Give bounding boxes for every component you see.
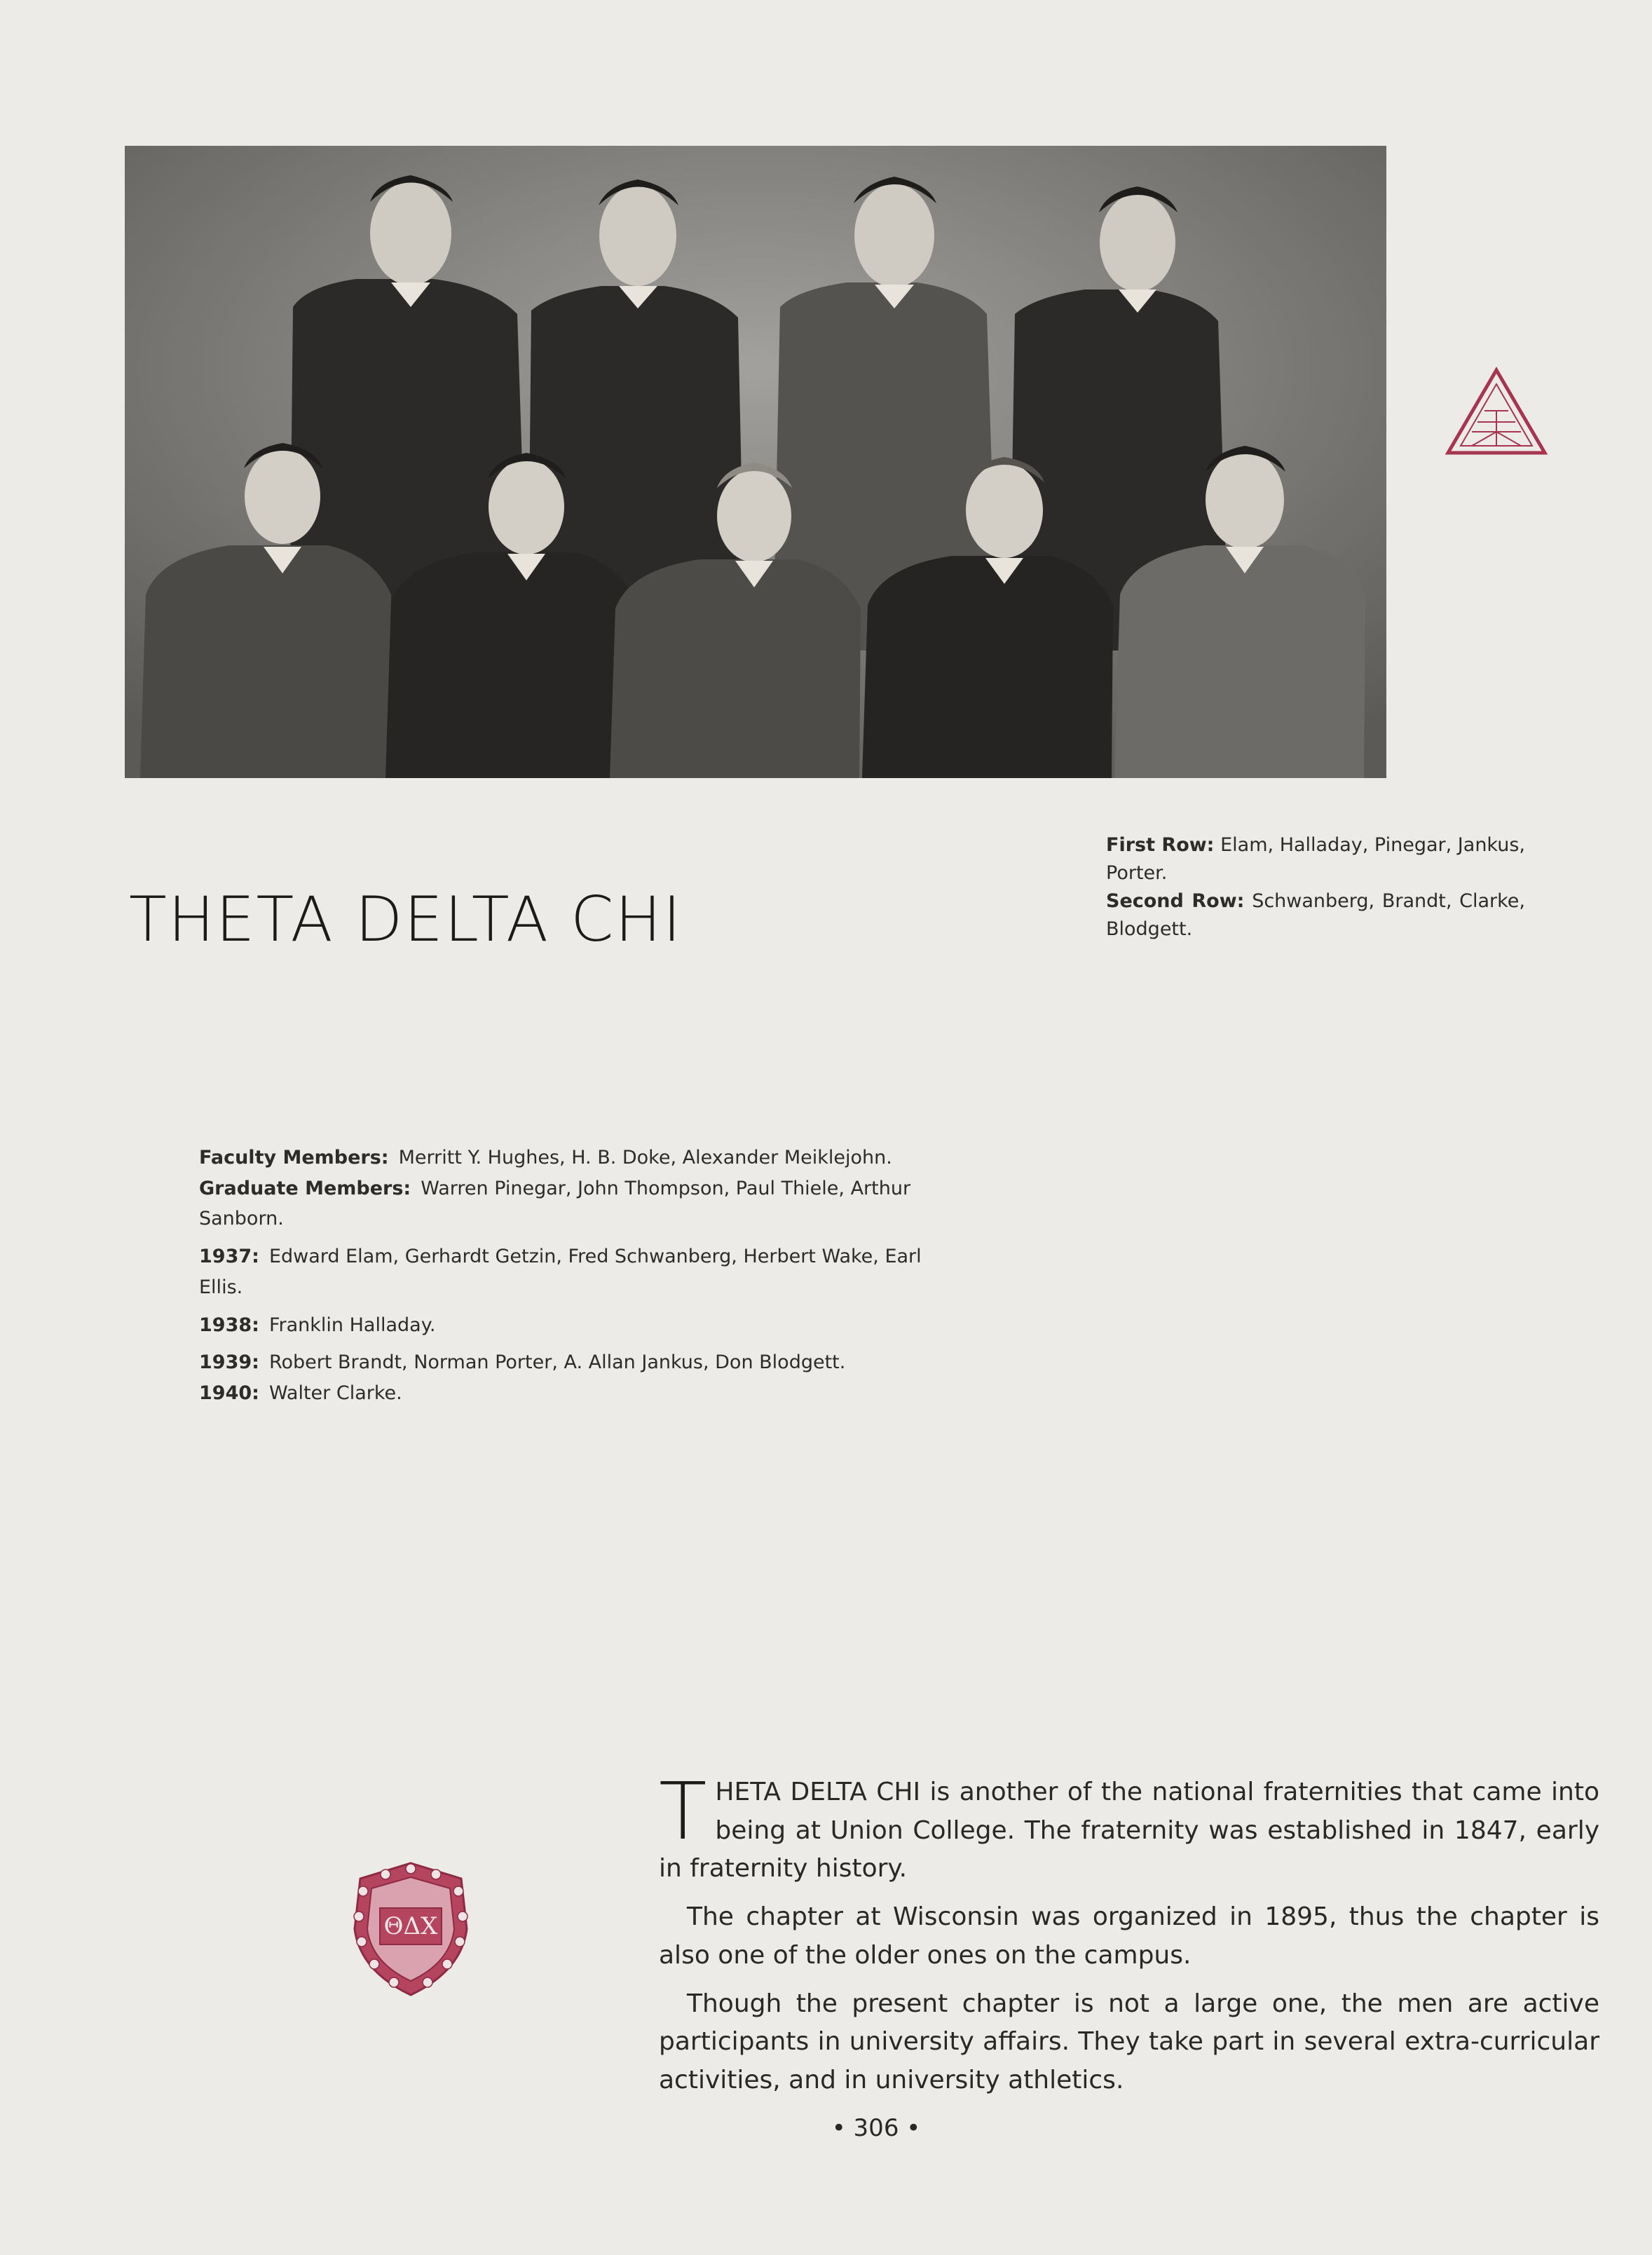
class-1937-label: 1937: bbox=[199, 1246, 259, 1268]
body-paragraph-3: Though the present chapter is not a large one, the men are active participants in university affairs. They take part in several extra-curricular activities, and in university athletics. bbox=[659, 1989, 1599, 2095]
caption-second-row bbox=[1106, 887, 1525, 943]
faculty-names: Merritt Y. Hughes, H. B. Doke, Alexander Meiklejohn. bbox=[398, 1147, 892, 1169]
caption-first-row bbox=[1106, 831, 1525, 887]
crest-letters: ΘΔΧ bbox=[383, 1912, 438, 1940]
graduate-names: Warren Pinegar, John Thompson, Paul Thiele, Arthur Sanborn. bbox=[199, 1177, 911, 1230]
page-number: • 306 • bbox=[831, 2114, 921, 2142]
member-list bbox=[199, 1143, 970, 1416]
class-1940-names: Walter Clarke. bbox=[268, 1382, 402, 1405]
body-paragraph-2: The chapter at Wisconsin was organized in 1895, thus the chapter is also one of the older ones on the campus. bbox=[659, 1902, 1599, 1970]
faculty-and-graduate-members bbox=[199, 1143, 970, 1234]
page-title: THETA DELTA CHI bbox=[129, 883, 683, 955]
body-paragraph-1-text: HETA DELTA CHI is another of the national fraternities that came into being at Union College. The fraternity was established in 1847, early in fraternity history. bbox=[659, 1778, 1599, 1883]
class-1938-names: Franklin Halladay. bbox=[268, 1314, 436, 1336]
first-row-names: Elam, Halladay, Pinegar, Jankus, Porter. bbox=[1106, 834, 1525, 884]
class-1938 bbox=[199, 1310, 970, 1341]
class-1938-label: 1938: bbox=[199, 1314, 259, 1336]
drop-cap: T bbox=[659, 1766, 707, 1858]
class-1937 bbox=[199, 1241, 970, 1302]
class-1940-label: 1940: bbox=[199, 1382, 259, 1405]
fraternity-crest-icon bbox=[349, 1859, 472, 1999]
class-1937-names: Edward Elam, Gerhardt Getzin, Fred Schwanberg, Herbert Wake, Earl Ellis. bbox=[199, 1246, 922, 1298]
class-1939-label: 1939: bbox=[199, 1351, 259, 1374]
faculty-label: Faculty Members: bbox=[199, 1147, 389, 1169]
group-photo bbox=[125, 146, 1386, 778]
graduate-label: Graduate Members: bbox=[199, 1177, 411, 1199]
group-photo-illustration bbox=[125, 146, 1386, 778]
first-row-label: First Row: bbox=[1106, 834, 1215, 856]
second-row-names: Schwanberg, Brandt, Clarke, Blodgett. bbox=[1106, 890, 1525, 940]
class-1939-names: Robert Brandt, Norman Porter, A. Allan Jankus, Don Blodgett. bbox=[268, 1351, 846, 1374]
body-text bbox=[659, 1766, 1599, 2110]
fraternity-triangle-badge-icon bbox=[1444, 366, 1549, 457]
class-1939-1940 bbox=[199, 1347, 970, 1408]
second-row-label: Second Row: bbox=[1106, 890, 1245, 912]
body-paragraph-1 bbox=[659, 1766, 1599, 1888]
photo-caption bbox=[1106, 831, 1525, 943]
